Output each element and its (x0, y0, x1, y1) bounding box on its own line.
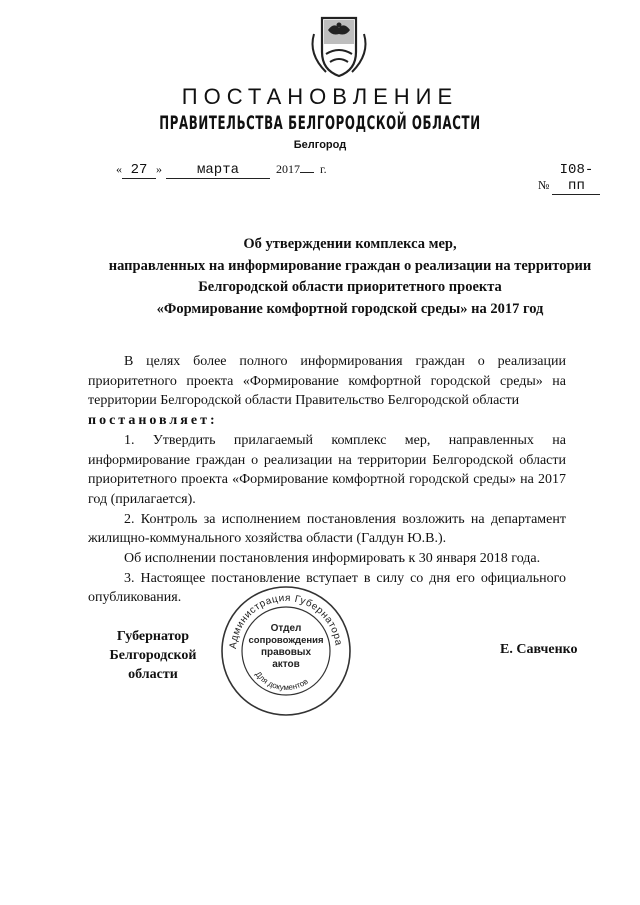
heading-line: Белгородской области приоритетного проекта (198, 279, 502, 295)
issuer-name: ПРАВИТЕЛЬСТВА БЕЛГОРОДСКОЙ ОБЛАСТИ (159, 112, 481, 134)
signatory-title (88, 627, 218, 684)
coat-of-arms-icon (300, 14, 378, 80)
stamp-center-line: правовых (260, 647, 312, 658)
signatory-name: Е. Савченко (500, 642, 578, 657)
item-1: 1. Утвердить прилагаемый комплекс мер, направленных на информирование граждан о реализации на территории Белгородской области приоритетного проекта «Формирование комфортной городской среды» на 2017 год (прилагается). (88, 432, 566, 507)
heading-line: Об утверждении комплекса мер, (243, 236, 457, 252)
document-title: ПОСТАНОВЛЕНИЕ (181, 84, 459, 109)
number-label: № (538, 178, 550, 192)
city-name: Белгород (293, 139, 347, 151)
date-year-suffix: г. (320, 162, 327, 176)
decree-word: постановляет: (88, 413, 218, 429)
signatory-title-line1: Губернатор (116, 629, 190, 644)
date-day: 27 (122, 162, 156, 179)
stamp-center-line: Отдел (270, 623, 302, 634)
date-year: 2017 (276, 162, 300, 176)
stamp-ring-text: Администрация Губернатора (227, 592, 344, 650)
signatory-title-line2: Белгородской области (109, 648, 197, 682)
stamp-center-line: сопровождения (248, 635, 324, 646)
stamp-bottom-text: Для документов (253, 669, 310, 693)
svg-text:Для документов (253, 670, 309, 692)
date-close-quote: » (156, 162, 162, 176)
date-open-quote: « (116, 162, 122, 176)
intro-paragraph: В целях более полного информирования граждан о реализации приоритетного проекта «Формирование комфортной городской среды» на территории Белгородской области Правительство Белгородской области (88, 354, 566, 409)
decree-paragraph (88, 411, 566, 431)
date-month: марта (166, 162, 270, 179)
item-2-note: Об исполнении постановления информировать к 30 января 2018 года. (124, 551, 541, 567)
document-heading (60, 234, 640, 320)
document-date (116, 162, 327, 179)
document-number (538, 162, 600, 195)
number-value: I08-пп (552, 162, 600, 195)
stamp-center-line: актов (272, 659, 300, 670)
document-body (88, 352, 566, 608)
date-year-blank (300, 172, 314, 173)
heading-line: «Формирование комфортной городской среды» на 2017 год (156, 300, 544, 317)
heading-line: направленных на информирование граждан о реализации на территории (108, 257, 592, 274)
official-stamp (218, 583, 354, 719)
item-3: 3. Настоящее постановление вступает в силу со дня его официального опубликования. (88, 570, 566, 606)
item-2: 2. Контроль за исполнением постановления возложить на департамент жилищно-коммунального хозяйства области (Галдун Ю.В.). (88, 511, 566, 547)
